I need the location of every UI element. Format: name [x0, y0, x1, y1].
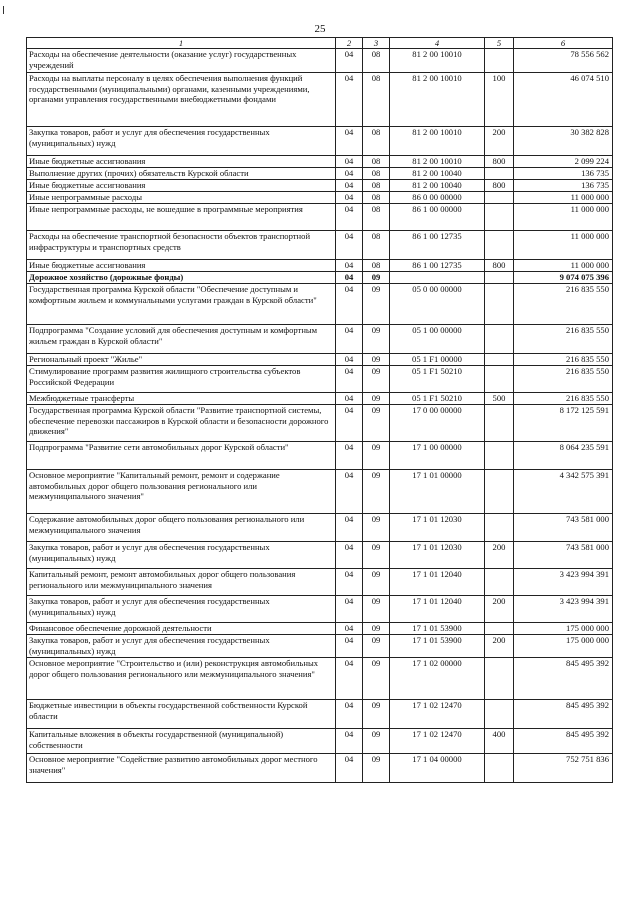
header-col-subsection: 3 — [363, 38, 390, 49]
cell-name: Капитальный ремонт, ремонт автомобильных дорог общего пользования регионального или межмуниципального значения — [27, 569, 336, 596]
cell-expense-type: 400 — [485, 729, 514, 754]
cell-amount: 216 835 550 — [514, 393, 613, 405]
cell-target-article: 17 1 00 00000 — [390, 442, 485, 470]
cell-section: 04 — [336, 231, 363, 260]
cell-expense-type — [485, 442, 514, 470]
cell-name: Основное мероприятие "Содействие развитию автомобильных дорог местного значения" — [27, 754, 336, 783]
cell-target-article: 05 1 F1 50210 — [390, 366, 485, 393]
cell-section: 04 — [336, 754, 363, 783]
cell-target-article: 81 2 00 10010 — [390, 49, 485, 73]
cell-subsection: 09 — [363, 405, 390, 442]
cell-target-article: 17 1 01 12040 — [390, 569, 485, 596]
cell-amount: 216 835 550 — [514, 284, 613, 325]
cell-expense-type: 200 — [485, 127, 514, 156]
cell-subsection: 09 — [363, 325, 390, 354]
cell-amount: 743 581 000 — [514, 542, 613, 569]
cell-amount: 8 172 125 591 — [514, 405, 613, 442]
cell-section: 04 — [336, 73, 363, 127]
cell-target-article: 17 1 01 12030 — [390, 542, 485, 569]
cell-name: Основное мероприятие "Строительство и (или) реконструкция автомобильных дорог общего пользования регионального или межмуниципального значения" — [27, 658, 336, 700]
table-row — [27, 635, 613, 658]
cell-name: Стимулирование программ развития жилищного строительства субъектов Российской Федерации — [27, 366, 336, 393]
cell-amount: 216 835 550 — [514, 325, 613, 354]
cell-expense-type: 200 — [485, 596, 514, 623]
cell-subsection: 09 — [363, 700, 390, 729]
cell-name: Финансовое обеспечение дорожной деятельности — [27, 623, 336, 635]
cell-amount: 175 000 000 — [514, 635, 613, 658]
cell-section: 04 — [336, 635, 363, 658]
cell-subsection: 08 — [363, 168, 390, 180]
cell-section: 04 — [336, 366, 363, 393]
cell-section: 04 — [336, 596, 363, 623]
cell-expense-type — [485, 514, 514, 542]
cell-name: Иные непрограммные расходы — [27, 192, 336, 204]
cell-expense-type — [485, 231, 514, 260]
table-row — [27, 754, 613, 783]
cell-amount: 46 074 510 — [514, 73, 613, 127]
cell-section: 04 — [336, 393, 363, 405]
cell-subsection: 09 — [363, 366, 390, 393]
table-row — [27, 569, 613, 596]
cell-name: Иные бюджетные ассигнования — [27, 260, 336, 272]
cell-name: Бюджетные инвестиции в объекты государственной собственности Курской области — [27, 700, 336, 729]
cell-amount: 216 835 550 — [514, 354, 613, 366]
cell-name: Региональный проект "Жилье" — [27, 354, 336, 366]
cell-subsection: 08 — [363, 192, 390, 204]
cell-section: 04 — [336, 156, 363, 168]
cell-subsection: 09 — [363, 729, 390, 754]
table-row — [27, 354, 613, 366]
cell-name: Иные бюджетные ассигнования — [27, 156, 336, 168]
cell-section: 04 — [336, 168, 363, 180]
table-row — [27, 658, 613, 700]
cell-name: Государственная программа Курской области "Развитие транспортной системы, обеспечение перевозки пассажиров в Курской области и безопасности дорожного движения" — [27, 405, 336, 442]
header-col-expense-type: 5 — [485, 38, 514, 49]
cell-expense-type: 800 — [485, 260, 514, 272]
cell-subsection: 08 — [363, 127, 390, 156]
cell-amount: 136 735 — [514, 168, 613, 180]
table-row — [27, 514, 613, 542]
cell-section: 04 — [336, 542, 363, 569]
cell-subsection: 08 — [363, 260, 390, 272]
table-row — [27, 168, 613, 180]
cell-name: Основное мероприятие "Капитальный ремонт, ремонт и содержание автомобильных дорог общего пользования регионального или межмуниципального значения" — [27, 470, 336, 514]
cell-target-article: 17 1 04 00000 — [390, 754, 485, 783]
cell-target-article: 17 1 01 00000 — [390, 470, 485, 514]
table-row — [27, 73, 613, 127]
cell-name: Капитальные вложения в объекты государственной (муниципальной) собственности — [27, 729, 336, 754]
cell-subsection: 09 — [363, 596, 390, 623]
cell-expense-type — [485, 272, 514, 284]
cell-subsection: 08 — [363, 231, 390, 260]
cell-target-article: 17 1 02 12470 — [390, 700, 485, 729]
cell-amount: 743 581 000 — [514, 514, 613, 542]
cell-subsection: 09 — [363, 623, 390, 635]
cell-section: 04 — [336, 405, 363, 442]
table-row — [27, 393, 613, 405]
cell-expense-type — [485, 325, 514, 354]
cell-name: Иные непрограммные расходы, не вошедшие в программные мероприятия — [27, 204, 336, 231]
cell-amount: 11 000 000 — [514, 231, 613, 260]
cell-name: Расходы на выплаты персоналу в целях обеспечения выполнения функций государственными (муниципальными) органами, казенными учреждениями, органами управления государственными внебюджетными фондами — [27, 73, 336, 127]
table-row — [27, 325, 613, 354]
cell-amount: 845 495 392 — [514, 658, 613, 700]
cell-section: 04 — [336, 514, 363, 542]
cell-section: 04 — [336, 569, 363, 596]
table-row — [27, 470, 613, 514]
cell-expense-type — [485, 569, 514, 596]
cell-amount: 845 495 392 — [514, 729, 613, 754]
cell-expense-type — [485, 754, 514, 783]
cell-expense-type: 500 — [485, 393, 514, 405]
page-number: 25 — [314, 23, 326, 35]
table-row — [27, 272, 613, 284]
cell-subsection: 09 — [363, 754, 390, 783]
cell-expense-type — [485, 168, 514, 180]
table-row — [27, 192, 613, 204]
cell-subsection: 09 — [363, 658, 390, 700]
cell-expense-type — [485, 623, 514, 635]
cell-target-article: 05 1 F1 50210 — [390, 393, 485, 405]
header-col-section: 2 — [336, 38, 363, 49]
cell-section: 04 — [336, 354, 363, 366]
cell-expense-type — [485, 658, 514, 700]
cell-amount: 78 556 562 — [514, 49, 613, 73]
cell-target-article: 81 2 00 10040 — [390, 168, 485, 180]
cell-expense-type — [485, 366, 514, 393]
cell-expense-type: 800 — [485, 156, 514, 168]
table-row — [27, 127, 613, 156]
cell-amount: 8 064 235 591 — [514, 442, 613, 470]
cell-expense-type: 200 — [485, 635, 514, 658]
cell-section: 04 — [336, 49, 363, 73]
cell-amount: 11 000 000 — [514, 260, 613, 272]
cell-subsection: 09 — [363, 272, 390, 284]
cell-subsection: 08 — [363, 49, 390, 73]
cell-subsection: 09 — [363, 514, 390, 542]
cell-section: 04 — [336, 325, 363, 354]
cell-name: Государственная программа Курской области "Обеспечение доступным и комфортным жильем и коммунальными услугами граждан в Курской области" — [27, 284, 336, 325]
cell-amount: 30 382 828 — [514, 127, 613, 156]
cell-name: Содержание автомобильных дорог общего пользования регионального или межмуниципального значения — [27, 514, 336, 542]
cell-amount: 752 751 836 — [514, 754, 613, 783]
table-row — [27, 442, 613, 470]
cell-section: 04 — [336, 623, 363, 635]
cell-name: Закупка товаров, работ и услуг для обеспечения государственных (муниципальных) нужд — [27, 596, 336, 623]
cell-amount: 9 074 075 396 — [514, 272, 613, 284]
budget-table-container — [26, 37, 612, 783]
cell-target-article: 81 2 00 10010 — [390, 127, 485, 156]
header-col-target-article: 4 — [390, 38, 485, 49]
table-row — [27, 260, 613, 272]
cell-subsection: 09 — [363, 470, 390, 514]
cell-target-article: 05 1 00 00000 — [390, 325, 485, 354]
cell-name: Иные бюджетные ассигнования — [27, 180, 336, 192]
cell-section: 04 — [336, 192, 363, 204]
cell-amount: 845 495 392 — [514, 700, 613, 729]
table-row — [27, 623, 613, 635]
table-header-row — [27, 38, 613, 49]
scan-margin-mark — [3, 6, 4, 14]
cell-subsection: 09 — [363, 635, 390, 658]
cell-expense-type — [485, 192, 514, 204]
cell-expense-type — [485, 284, 514, 325]
cell-section: 04 — [336, 272, 363, 284]
header-col-name: 1 — [27, 38, 336, 49]
cell-target-article: 17 1 01 53900 — [390, 623, 485, 635]
table-row — [27, 180, 613, 192]
cell-target-article: 17 0 00 00000 — [390, 405, 485, 442]
cell-target-article: 17 1 02 12470 — [390, 729, 485, 754]
cell-subsection: 09 — [363, 569, 390, 596]
cell-name: Расходы на обеспечение деятельности (оказание услуг) государственных учреждений — [27, 49, 336, 73]
cell-name: Закупка товаров, работ и услуг для обеспечения государственных (муниципальных) нужд — [27, 127, 336, 156]
cell-subsection: 08 — [363, 180, 390, 192]
cell-amount: 175 000 000 — [514, 623, 613, 635]
cell-section: 04 — [336, 658, 363, 700]
cell-expense-type — [485, 700, 514, 729]
cell-expense-type — [485, 470, 514, 514]
cell-target-article: 17 1 02 00000 — [390, 658, 485, 700]
cell-expense-type: 200 — [485, 542, 514, 569]
table-row — [27, 405, 613, 442]
cell-amount: 216 835 550 — [514, 366, 613, 393]
cell-target-article — [390, 272, 485, 284]
cell-section: 04 — [336, 127, 363, 156]
cell-target-article: 86 1 00 00000 — [390, 204, 485, 231]
cell-subsection: 09 — [363, 542, 390, 569]
cell-target-article: 81 2 00 10040 — [390, 180, 485, 192]
cell-amount: 2 099 224 — [514, 156, 613, 168]
table-row — [27, 366, 613, 393]
cell-target-article: 86 1 00 12735 — [390, 231, 485, 260]
cell-section: 04 — [336, 729, 363, 754]
cell-name: Подпрограмма "Создание условий для обеспечения доступным и комфортным жильем граждан в Курской области" — [27, 325, 336, 354]
cell-section: 04 — [336, 180, 363, 192]
cell-subsection: 09 — [363, 284, 390, 325]
cell-subsection: 08 — [363, 156, 390, 168]
cell-amount: 136 735 — [514, 180, 613, 192]
cell-amount: 11 000 000 — [514, 204, 613, 231]
cell-expense-type — [485, 405, 514, 442]
table-row — [27, 596, 613, 623]
cell-name: Закупка товаров, работ и услуг для обеспечения государственных (муниципальных) нужд — [27, 542, 336, 569]
table-row — [27, 729, 613, 754]
cell-amount: 3 423 994 391 — [514, 569, 613, 596]
cell-expense-type: 800 — [485, 180, 514, 192]
cell-target-article: 05 1 F1 00000 — [390, 354, 485, 366]
cell-target-article: 86 1 00 12735 — [390, 260, 485, 272]
cell-expense-type — [485, 354, 514, 366]
table-row — [27, 204, 613, 231]
cell-subsection: 09 — [363, 442, 390, 470]
cell-target-article: 17 1 01 12040 — [390, 596, 485, 623]
cell-section: 04 — [336, 442, 363, 470]
table-row — [27, 231, 613, 260]
table-body — [27, 49, 613, 783]
cell-name: Закупка товаров, работ и услуг для обеспечения государственных (муниципальных) нужд — [27, 635, 336, 658]
table-row — [27, 156, 613, 168]
cell-expense-type — [485, 204, 514, 231]
table-row — [27, 49, 613, 73]
cell-expense-type — [485, 49, 514, 73]
cell-section: 04 — [336, 204, 363, 231]
cell-name: Подпрограмма "Развитие сети автомобильных дорог Курской области" — [27, 442, 336, 470]
header-col-amount: 6 — [514, 38, 613, 49]
cell-amount: 3 423 994 391 — [514, 596, 613, 623]
table-row — [27, 700, 613, 729]
cell-subsection: 09 — [363, 393, 390, 405]
cell-target-article: 86 0 00 00000 — [390, 192, 485, 204]
cell-target-article: 05 0 00 00000 — [390, 284, 485, 325]
cell-target-article: 17 1 01 12030 — [390, 514, 485, 542]
cell-section: 04 — [336, 470, 363, 514]
cell-name: Выполнение других (прочих) обязательств Курской области — [27, 168, 336, 180]
cell-amount: 4 342 575 391 — [514, 470, 613, 514]
cell-subsection: 09 — [363, 354, 390, 366]
table-row — [27, 284, 613, 325]
cell-amount: 11 000 000 — [514, 192, 613, 204]
cell-section: 04 — [336, 260, 363, 272]
budget-table — [26, 37, 613, 783]
cell-name: Расходы на обеспечение транспортной безопасности объектов транспортной инфраструктуры и транспортных средств — [27, 231, 336, 260]
cell-target-article: 81 2 00 10010 — [390, 156, 485, 168]
cell-subsection: 08 — [363, 73, 390, 127]
cell-name: Межбюджетные трансферты — [27, 393, 336, 405]
cell-target-article: 81 2 00 10010 — [390, 73, 485, 127]
cell-target-article: 17 1 01 53900 — [390, 635, 485, 658]
cell-section: 04 — [336, 700, 363, 729]
cell-subsection: 08 — [363, 204, 390, 231]
cell-name: Дорожное хозяйство (дорожные фонды) — [27, 272, 336, 284]
cell-section: 04 — [336, 284, 363, 325]
cell-expense-type: 100 — [485, 73, 514, 127]
table-row — [27, 542, 613, 569]
